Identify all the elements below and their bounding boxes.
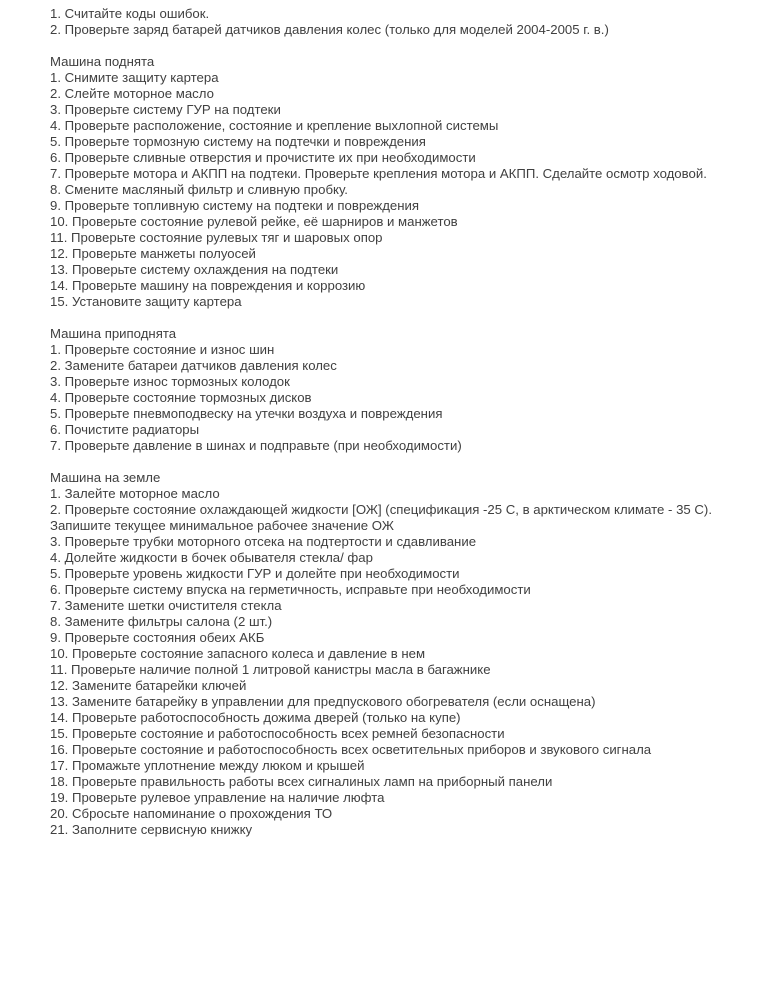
list-item: 8. Смените масляный фильтр и сливную пробку. xyxy=(50,182,348,197)
list-item: 4. Проверьте состояние тормозных дисков xyxy=(50,390,312,405)
list-item: 7. Замените шетки очистителя стекла xyxy=(50,598,282,613)
list-item: 15. Проверьте состояние и работоспособность всех ремней безопасности xyxy=(50,726,505,741)
list-item: 9. Проверьте топливную систему на подтеки и повреждения xyxy=(50,198,420,213)
list-item: 14. Проверьте работоспособность дожима дверей (только на купе) xyxy=(50,710,461,725)
list-item: 1. Залейте моторное масло xyxy=(50,486,220,501)
list-item: 5. Проверьте уровень жидкости ГУР и долейте при необходимости xyxy=(50,566,460,581)
list-item: 4. Долейте жидкости в бочек обывателя стекла/ фар xyxy=(50,550,373,565)
list-item: 18. Проверьте правильность работы всех сигналиных ламп на приборный панели xyxy=(50,774,553,789)
list-item: 2. Слейте моторное масло xyxy=(50,86,214,101)
list-item: 2. Проверьте состояние охлаждающей жидкости [ОЖ] (спецификация -25 С, в арктическом климате - 35 С). xyxy=(50,502,712,517)
list-item: 11. Проверьте наличие полной 1 литровой канистры масла в багажнике xyxy=(50,662,491,677)
list-item: Запишите текущее минимальное рабочее значение ОЖ xyxy=(50,518,394,533)
section-heading: Машина приподнята xyxy=(50,326,177,341)
list-item: 11. Проверьте состояние рулевых тяг и шаровых опор xyxy=(50,230,383,245)
list-item: 12. Проверьте манжеты полуосей xyxy=(50,246,256,261)
list-item: 12. Замените батарейки ключей xyxy=(50,678,247,693)
list-item: 15. Установите защиту картера xyxy=(50,294,242,309)
list-item: 6. Проверьте систему впуска на герметичность, исправьте при необходимости xyxy=(50,582,531,597)
list-item: 3. Проверьте износ тормозных колодок xyxy=(50,374,290,389)
spacer xyxy=(50,38,775,54)
list-item: 17. Промажьте уплотнение между люком и крышей xyxy=(50,758,365,773)
list-item: 14. Проверьте машину на повреждения и коррозию xyxy=(50,278,366,293)
list-item: 2. Проверьте заряд батарей датчиков давления колес (только для моделей 2004-2005 г. в.) xyxy=(50,22,609,37)
list-item: 7. Проверьте мотора и АКПП на подтеки. Проверьте крепления мотора и АКПП. Сделайте осмотр ходовой. xyxy=(50,166,707,181)
spacer xyxy=(50,454,775,470)
spacer xyxy=(50,310,775,326)
list-item: 21. Заполните сервисную книжку xyxy=(50,822,253,837)
list-item: 1. Считайте коды ошибок. xyxy=(50,6,210,21)
list-item: 4. Проверьте расположение, состояние и крепление выхлопной системы xyxy=(50,118,499,133)
section-heading: Машина поднята xyxy=(50,54,155,69)
list-item: 13. Проверьте систему охлаждения на подтеки xyxy=(50,262,339,277)
section-lifted xyxy=(50,54,775,310)
list-item: 5. Проверьте тормозную систему на подтечки и повреждения xyxy=(50,134,426,149)
list-item: 1. Снимите защиту картера xyxy=(50,70,219,85)
list-item: 19. Проверьте рулевое управление на наличие люфта xyxy=(50,790,385,805)
list-item: 10. Проверьте состояние рулевой рейке, её шарниров и манжетов xyxy=(50,214,458,229)
list-item: 6. Почистите радиаторы xyxy=(50,422,200,437)
list-item: 7. Проверьте давление в шинах и подправьте (при необходимости) xyxy=(50,438,462,453)
list-item: 9. Проверьте состояния обеих АКБ xyxy=(50,630,265,645)
list-item: 20. Сбросьте напоминание о прохождения ТО xyxy=(50,806,333,821)
list-item: 10. Проверьте состояние запасного колеса и давление в нем xyxy=(50,646,426,661)
section-heading: Машина на земле xyxy=(50,470,161,485)
list-item: 1. Проверьте состояние и износ шин xyxy=(50,342,275,357)
list-item: 2. Замените батареи датчиков давления колес xyxy=(50,358,337,373)
section-ground xyxy=(50,470,775,838)
section-raised xyxy=(50,326,775,454)
list-item: 8. Замените фильтры салона (2 шт.) xyxy=(50,614,273,629)
list-item: 3. Проверьте трубки моторного отсека на подтертости и сдавливание xyxy=(50,534,477,549)
list-item: 6. Проверьте сливные отверстия и прочистите их при необходимости xyxy=(50,150,476,165)
list-item: 3. Проверьте систему ГУР на подтеки xyxy=(50,102,281,117)
list-item: 16. Проверьте состояние и работоспособность всех осветительных приборов и звукового сигнала xyxy=(50,742,652,757)
list-item: 13. Замените батарейку в управлении для предпускового обогревателя (если оснащена) xyxy=(50,694,596,709)
maintenance-checklist xyxy=(50,6,775,838)
intro-block xyxy=(50,6,775,38)
list-item: 5. Проверьте пневмоподвеску на утечки воздуха и повреждения xyxy=(50,406,443,421)
